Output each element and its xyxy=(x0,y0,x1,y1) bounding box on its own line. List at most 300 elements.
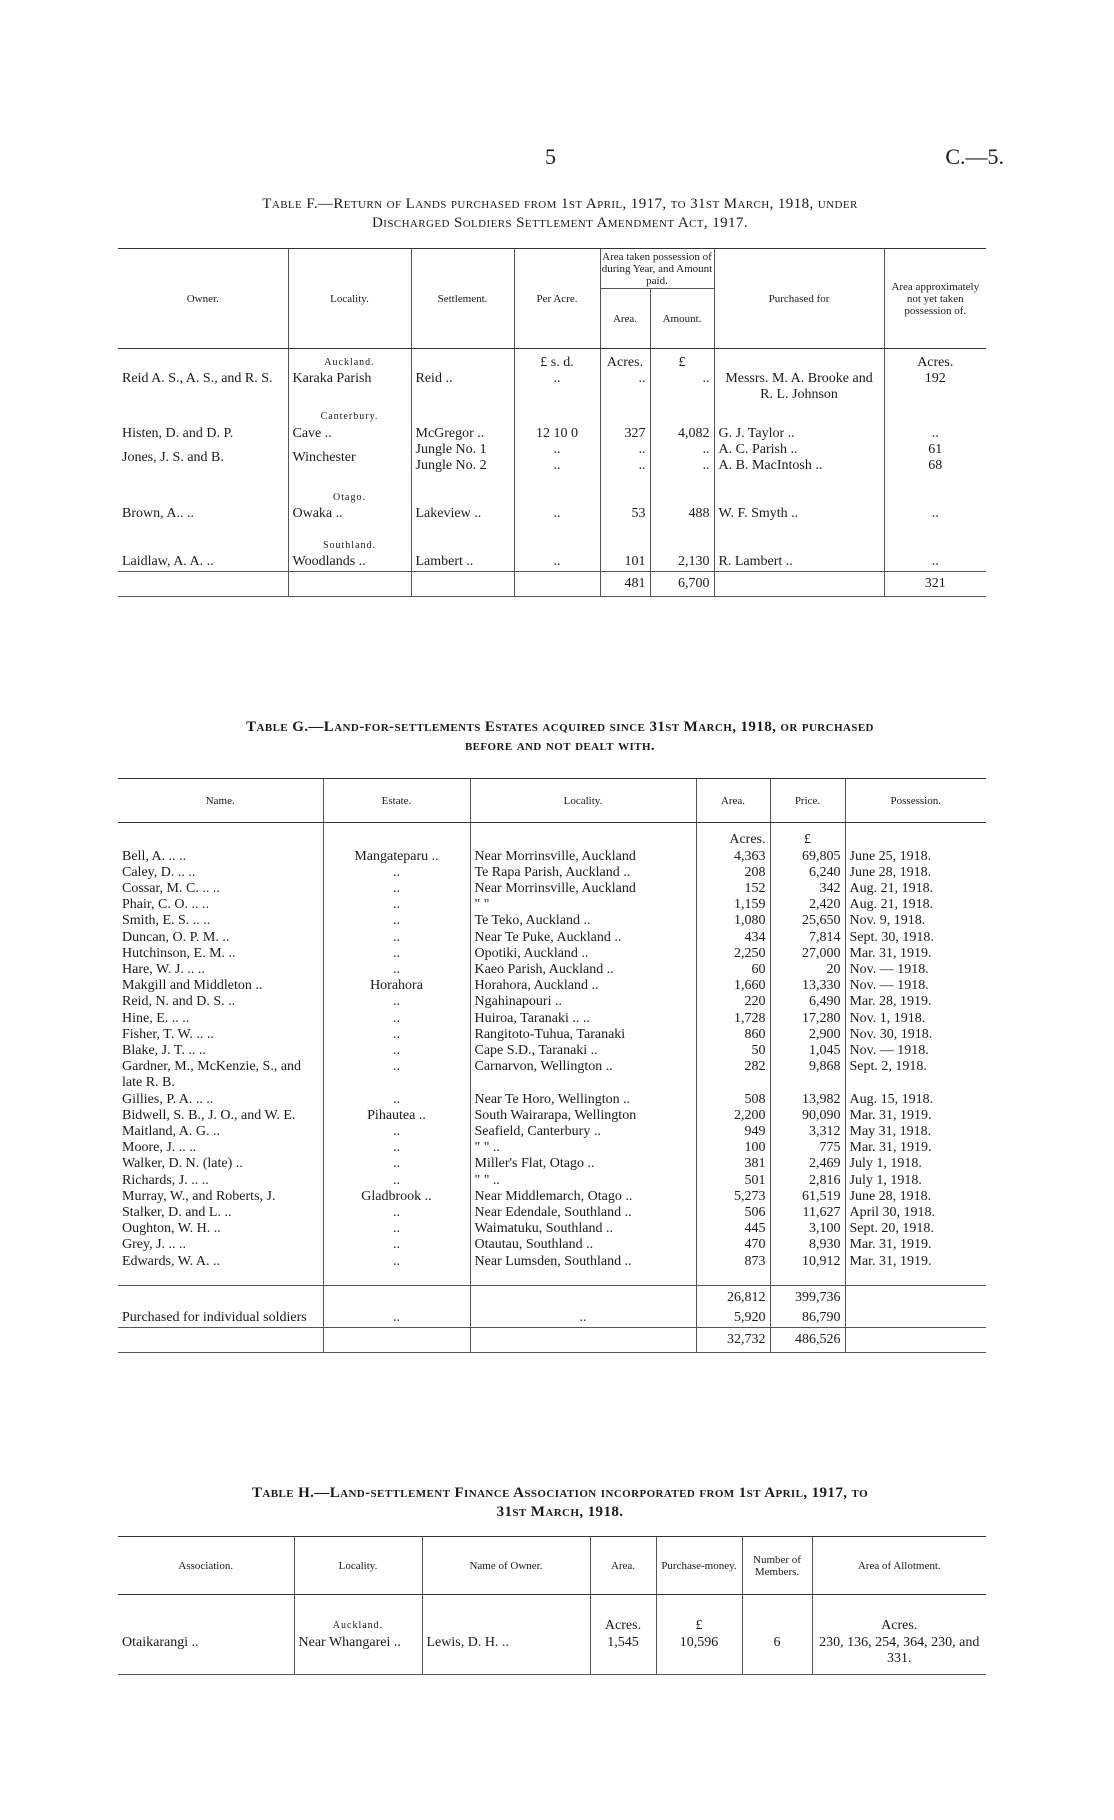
name-cell: Richards, J. .. .. xyxy=(122,1172,209,1188)
table-row xyxy=(118,1011,986,1027)
purchased-for-cell: R. Lambert .. xyxy=(714,554,884,571)
allotment-cell: 230, 136, 254, 364, 230, and 331. xyxy=(812,1635,986,1675)
subtotal-price: 399,736 xyxy=(770,1286,845,1311)
possession-cell: Nov. — 1918. xyxy=(845,1043,986,1059)
estate-cell: .. xyxy=(323,1221,470,1237)
per-acre-cell: 12 10 0 xyxy=(514,426,600,442)
table-row xyxy=(118,946,986,962)
locality-cell: South Wairarapa, Wellington xyxy=(470,1108,696,1124)
price-cell: 10,912 xyxy=(770,1254,845,1270)
price-cell: 3,312 xyxy=(770,1124,845,1140)
estate-cell: .. xyxy=(323,1011,470,1027)
possession-cell: Nov. 1, 1918. xyxy=(845,1011,986,1027)
locality-cell: Miller's Flat, Otago .. xyxy=(470,1156,696,1172)
table-row xyxy=(118,865,986,881)
table-row xyxy=(118,1254,986,1270)
area-cell: 1,159 xyxy=(696,897,770,913)
price-cell: 27,000 xyxy=(770,946,845,962)
locality-cell: Karaka Parish xyxy=(288,371,411,403)
per-acre-cell: .. xyxy=(514,371,600,403)
name-cell: Purchased for individual soldiers xyxy=(122,1310,307,1326)
possession-cell: Nov. — 1918. xyxy=(845,978,986,994)
name-cell: Smith, E. S. .. .. xyxy=(122,913,211,929)
col-locality: Locality. xyxy=(470,779,696,823)
purchased-for-cell: A. B. MacIntosh .. xyxy=(714,458,884,474)
estate-cell: .. xyxy=(323,1124,470,1140)
col-area-taken: Area taken possession of during Year, and Amount paid. xyxy=(601,250,713,287)
district-auckland: Auckland. xyxy=(288,349,411,372)
unit-price: £ xyxy=(770,823,845,849)
table-row xyxy=(118,1027,986,1043)
estate-cell: .. xyxy=(323,1027,470,1043)
name-cell: Moore, J. .. .. xyxy=(122,1140,197,1156)
locality-cell: Opotiki, Auckland .. xyxy=(470,946,696,962)
table-row xyxy=(118,897,986,913)
table-g xyxy=(118,778,986,1353)
name-cell: Gillies, P. A. .. .. xyxy=(122,1091,214,1107)
possession-cell: Mar. 31, 1919. xyxy=(845,1237,986,1253)
possession-cell: Aug. 21, 1918. xyxy=(845,881,986,897)
area-cell: 282 xyxy=(696,1059,770,1091)
locality-cell: Seafield, Canterbury .. xyxy=(470,1124,696,1140)
col-owner: Owner. xyxy=(118,249,288,349)
area-cell: 434 xyxy=(696,930,770,946)
area-cell: .. xyxy=(600,371,650,403)
col-settlement: Settlement. xyxy=(411,249,514,349)
estate-cell: .. xyxy=(323,1059,470,1091)
unit-area: Acres. xyxy=(590,1595,656,1635)
unit-amount: £ xyxy=(650,349,714,372)
locality-cell: Otautau, Southland .. xyxy=(470,1237,696,1253)
name-cell: Stalker, D. and L. .. xyxy=(122,1204,232,1220)
table-g-title xyxy=(110,718,1010,756)
estate-cell: .. xyxy=(323,962,470,978)
price-cell: 69,805 xyxy=(770,849,845,865)
table-f-title-line2: Discharged Soldiers Settlement Amendment Act, 1917. xyxy=(372,215,748,231)
table-row xyxy=(118,881,986,897)
price-cell: 8,930 xyxy=(770,1237,845,1253)
area-cell: .. xyxy=(600,442,650,458)
price-cell: 9,868 xyxy=(770,1059,845,1091)
area-cell: 53 xyxy=(600,506,650,522)
individual-soldiers-row xyxy=(118,1310,986,1327)
locality-cell: Winchester xyxy=(288,442,411,474)
area-cell: .. xyxy=(600,458,650,474)
table-row xyxy=(118,506,986,522)
possession-cell: Mar. 31, 1919. xyxy=(845,1140,986,1156)
area-cell: 1,728 xyxy=(696,1011,770,1027)
name-cell: Reid, N. and D. S. .. xyxy=(122,994,236,1010)
locality-cell: Ngahinapouri .. xyxy=(470,994,696,1010)
possession-cell: Sept. 30, 1918. xyxy=(845,930,986,946)
estate-cell: .. xyxy=(323,913,470,929)
table-f-title-line1: Table F.—Return of Lands purchased from 1st April, 1917, to 31st March, 1918, under xyxy=(262,196,858,212)
total-remaining: 321 xyxy=(884,571,986,596)
table-row xyxy=(118,1189,986,1205)
col-possession: Possession. xyxy=(845,779,986,823)
area-cell: 445 xyxy=(696,1221,770,1237)
estate-cell: .. xyxy=(323,865,470,881)
estate-cell: .. xyxy=(323,1310,470,1327)
table-row xyxy=(118,1156,986,1172)
name-cell: Maitland, A. G. .. xyxy=(122,1123,220,1139)
table-row xyxy=(118,913,986,929)
purchased-for-cell: A. C. Parish .. xyxy=(714,442,884,458)
settlement-cell: Lambert .. xyxy=(411,554,514,571)
table-g-title-line1: Table G.—Land-for-settlements Estates acquired since 31st March, 1918, or purchased xyxy=(246,719,874,735)
area-cell: 949 xyxy=(696,1124,770,1140)
per-acre-cell: .. xyxy=(514,506,600,522)
settlement-cell: Jungle No. 1 xyxy=(411,442,514,458)
locality-cell: Near Edendale, Southland .. xyxy=(470,1205,696,1221)
price-cell: 11,627 xyxy=(770,1205,845,1221)
table-row xyxy=(118,1140,986,1156)
locality-cell: Near Te Horo, Wellington .. xyxy=(470,1092,696,1108)
estate-cell: .. xyxy=(323,1237,470,1253)
table-row xyxy=(118,1635,986,1675)
table-row xyxy=(118,1108,986,1124)
table-f xyxy=(118,248,986,597)
col-area: Area. xyxy=(696,779,770,823)
area-cell: 470 xyxy=(696,1237,770,1253)
possession-cell: July 1, 1918. xyxy=(845,1156,986,1172)
name-cell: Grey, J. .. .. xyxy=(122,1237,187,1253)
table-row xyxy=(118,994,986,1010)
name-cell: Walker, D. N. (late) .. xyxy=(122,1156,243,1172)
locality-cell: Near Middlemarch, Otago .. xyxy=(470,1189,696,1205)
name-cell: Duncan, O. P. M. .. xyxy=(122,929,230,945)
locality-cell: .. xyxy=(470,1310,696,1327)
possession-cell: Sept. 20, 1918. xyxy=(845,1221,986,1237)
table-row xyxy=(118,849,986,865)
estate-cell: .. xyxy=(323,1156,470,1172)
possession-cell: Aug. 21, 1918. xyxy=(845,897,986,913)
table-row xyxy=(118,1059,986,1091)
amount-cell: .. xyxy=(650,371,714,403)
col-area: Area. xyxy=(590,1537,656,1595)
possession-cell: Mar. 31, 1919. xyxy=(845,1254,986,1270)
price-cell: 342 xyxy=(770,881,845,897)
table-h-title-line1: Table H.—Land-settlement Finance Association incorporated from 1st April, 1917, to xyxy=(251,1485,869,1501)
price-cell: 61,519 xyxy=(770,1189,845,1205)
col-price: Price. xyxy=(770,779,845,823)
unit-money: £ xyxy=(656,1595,742,1635)
subtotal-row xyxy=(118,1286,986,1311)
remaining-cell: 61 xyxy=(884,442,986,458)
owner-cell: Histen, D. and D. P. xyxy=(122,425,234,441)
table-row xyxy=(118,1205,986,1221)
locality-cell: Near Morrinsville, Auckland xyxy=(470,849,696,865)
remaining-cell: .. xyxy=(884,426,986,442)
district-otago: Otago. xyxy=(288,474,411,506)
col-purchase-money: Purchase-money. xyxy=(656,1537,742,1595)
per-acre-cell: .. xyxy=(514,442,600,458)
estate-cell: Horahora xyxy=(323,978,470,994)
amount-cell: 2,130 xyxy=(650,554,714,571)
table-h-title-line2: 31st March, 1918. xyxy=(496,1504,624,1520)
estate-cell: .. xyxy=(323,1092,470,1108)
table-row xyxy=(118,1237,986,1253)
price-cell: 2,900 xyxy=(770,1027,845,1043)
amount-cell: 4,082 xyxy=(650,426,714,442)
remaining-cell: 192 xyxy=(884,371,986,403)
locality-cell: Near Morrinsville, Auckland xyxy=(470,881,696,897)
purchased-for-cell: G. J. Taylor .. xyxy=(714,426,884,442)
amount-cell: .. xyxy=(650,458,714,474)
col-name: Name. xyxy=(118,779,323,823)
col-association: Association. xyxy=(118,1537,294,1595)
owner-cell: Reid A. S., A. S., and R. S. xyxy=(122,371,273,387)
name-cell: Hine, E. .. .. xyxy=(122,1010,190,1026)
name-cell: Murray, W., and Roberts, J. xyxy=(122,1188,276,1204)
total-amount: 6,700 xyxy=(650,571,714,596)
locality-cell: Cave .. xyxy=(288,426,411,442)
table-row xyxy=(118,978,986,994)
table-row xyxy=(118,426,986,442)
possession-cell: Nov. 9, 1918. xyxy=(845,913,986,929)
area-cell: 50 xyxy=(696,1043,770,1059)
area-cell: 5,273 xyxy=(696,1189,770,1205)
page-number: 5 xyxy=(545,144,556,169)
price-cell: 2,420 xyxy=(770,897,845,913)
area-cell: 208 xyxy=(696,865,770,881)
col-estate: Estate. xyxy=(323,779,470,823)
area-cell: 101 xyxy=(600,554,650,571)
purchase-money-cell: 10,596 xyxy=(656,1635,742,1675)
area-cell: 508 xyxy=(696,1092,770,1108)
area-cell: 220 xyxy=(696,994,770,1010)
name-cell: Makgill and Middleton .. xyxy=(122,978,263,994)
settlement-cell: McGregor .. xyxy=(411,426,514,442)
area-cell: 60 xyxy=(696,962,770,978)
district-auckland: Auckland. xyxy=(294,1595,422,1635)
area-cell: 1,080 xyxy=(696,913,770,929)
table-row xyxy=(118,1173,986,1189)
name-cell: Bell, A. .. .. xyxy=(122,848,187,864)
amount-cell: 488 xyxy=(650,506,714,522)
purchased-for-cell: Messrs. M. A. Brooke and R. L. Johnson xyxy=(714,371,884,403)
locality-cell: Near Whangarei .. xyxy=(294,1635,422,1675)
possession-cell: April 30, 1918. xyxy=(845,1205,986,1221)
possession-cell: June 28, 1918. xyxy=(845,865,986,881)
name-cell: Bidwell, S. B., J. O., and W. E. xyxy=(122,1107,296,1123)
price-cell: 13,982 xyxy=(770,1092,845,1108)
table-f-title xyxy=(110,195,1010,233)
table-h-title xyxy=(110,1484,1010,1522)
col-locality: Locality. xyxy=(288,249,411,349)
col-area: Area. xyxy=(600,289,650,349)
totals-row xyxy=(118,571,986,596)
table-row xyxy=(118,962,986,978)
price-cell: 25,650 xyxy=(770,913,845,929)
unit-remaining: Acres. xyxy=(884,349,986,372)
remaining-cell: 68 xyxy=(884,458,986,474)
total-row xyxy=(118,1327,986,1352)
area-cell: 327 xyxy=(600,426,650,442)
col-owner: Name of Owner. xyxy=(422,1537,590,1595)
estate-cell: Gladbrook .. xyxy=(323,1189,470,1205)
col-locality: Locality. xyxy=(294,1537,422,1595)
estate-cell: .. xyxy=(323,1140,470,1156)
price-cell: 90,090 xyxy=(770,1108,845,1124)
estate-cell: .. xyxy=(323,946,470,962)
estate-cell: .. xyxy=(323,881,470,897)
locality-cell: " " xyxy=(470,897,696,913)
estate-cell: .. xyxy=(323,897,470,913)
table-row xyxy=(118,1043,986,1059)
area-cell: 2,250 xyxy=(696,946,770,962)
district-canterbury: Canterbury. xyxy=(288,404,411,426)
locality-cell: Kaeo Parish, Auckland .. xyxy=(470,962,696,978)
name-cell: Cossar, M. C. .. .. xyxy=(122,880,220,896)
table-g-title-line2: before and not dealt with. xyxy=(464,738,656,754)
estate-cell: .. xyxy=(323,930,470,946)
possession-cell: May 31, 1918. xyxy=(845,1124,986,1140)
district-southland: Southland. xyxy=(288,522,411,554)
name-cell: Phair, C. O. .. .. xyxy=(122,897,209,913)
owner-cell: Laidlaw, A. A. .. xyxy=(122,554,214,570)
table-row xyxy=(118,1124,986,1140)
locality-cell: Te Rapa Parish, Auckland .. xyxy=(470,865,696,881)
locality-cell: Horahora, Auckland .. xyxy=(470,978,696,994)
locality-cell: Woodlands .. xyxy=(288,554,411,571)
table-h xyxy=(118,1536,986,1675)
owner-cell: Lewis, D. H. .. xyxy=(422,1635,590,1675)
locality-cell: Cape S.D., Taranaki .. xyxy=(470,1043,696,1059)
col-area-not-taken: Area approximately not yet taken possession of. xyxy=(884,249,986,349)
price-cell: 86,790 xyxy=(770,1310,845,1327)
col-members: Number of Members. xyxy=(742,1537,812,1595)
estate-cell: .. xyxy=(323,1173,470,1189)
locality-cell: " " .. xyxy=(470,1140,696,1156)
estate-cell: .. xyxy=(323,1043,470,1059)
price-cell: 2,469 xyxy=(770,1156,845,1172)
possession-cell: Aug. 15, 1918. xyxy=(845,1092,986,1108)
area-cell: 2,200 xyxy=(696,1108,770,1124)
area-cell: 100 xyxy=(696,1140,770,1156)
area-cell: 4,363 xyxy=(696,849,770,865)
price-cell: 3,100 xyxy=(770,1221,845,1237)
possession-cell: July 1, 1918. xyxy=(845,1173,986,1189)
owner-cell: Jones, J. S. and B. xyxy=(122,449,224,465)
area-cell: 501 xyxy=(696,1173,770,1189)
price-cell: 6,240 xyxy=(770,865,845,881)
purchased-for-cell: W. F. Smyth .. xyxy=(714,506,884,522)
estate-cell: Pihautea .. xyxy=(323,1108,470,1124)
name-cell: Oughton, W. H. .. xyxy=(122,1221,221,1237)
estate-cell: .. xyxy=(323,994,470,1010)
price-cell: 7,814 xyxy=(770,930,845,946)
possession-cell: June 25, 1918. xyxy=(845,849,986,865)
area-cell: 860 xyxy=(696,1027,770,1043)
name-cell: Blake, J. T. .. .. xyxy=(122,1042,206,1058)
settlement-cell: Reid .. xyxy=(411,371,514,403)
price-cell: 775 xyxy=(770,1140,845,1156)
col-allotment: Area of Allotment. xyxy=(812,1537,986,1595)
unit-allotment: Acres. xyxy=(812,1595,986,1635)
price-cell: 20 xyxy=(770,962,845,978)
price-cell: 6,490 xyxy=(770,994,845,1010)
remaining-cell: .. xyxy=(884,554,986,571)
area-cell: 5,920 xyxy=(696,1310,770,1327)
price-cell: 2,816 xyxy=(770,1173,845,1189)
table-row xyxy=(118,371,986,403)
locality-cell: Waimatuku, Southland .. xyxy=(470,1221,696,1237)
subtotal-area: 26,812 xyxy=(696,1286,770,1311)
remaining-cell: .. xyxy=(884,506,986,522)
unit-area: Acres. xyxy=(696,823,770,849)
owner-cell: Brown, A.. .. xyxy=(122,506,194,522)
name-cell: Gardner, M., McKenzie, S., and late R. B. xyxy=(122,1059,302,1091)
col-purchased-for: Purchased for xyxy=(714,249,884,349)
price-cell: 17,280 xyxy=(770,1011,845,1027)
total-area: 481 xyxy=(600,571,650,596)
members-cell: 6 xyxy=(742,1635,812,1675)
total-area: 32,732 xyxy=(696,1327,770,1352)
table-row xyxy=(118,442,986,458)
area-cell: 152 xyxy=(696,881,770,897)
name-cell: Hutchinson, E. M. .. xyxy=(122,945,236,961)
total-price: 486,526 xyxy=(770,1327,845,1352)
association-cell: Otaikarangi .. xyxy=(118,1635,294,1675)
locality-cell: Huiroa, Taranaki .. .. xyxy=(470,1011,696,1027)
estate-cell: Mangateparu .. xyxy=(323,849,470,865)
table-row xyxy=(118,1092,986,1108)
table-row xyxy=(118,554,986,571)
possession-cell: Sept. 2, 1918. xyxy=(845,1059,986,1091)
unit-area: Acres. xyxy=(600,349,650,372)
estate-cell: .. xyxy=(323,1205,470,1221)
table-row xyxy=(118,1221,986,1237)
col-amount: Amount. xyxy=(650,289,714,349)
page-reference: C.—5. xyxy=(945,144,1004,169)
locality-cell: Carnarvon, Wellington .. xyxy=(470,1059,696,1091)
possession-cell: Mar. 28, 1919. xyxy=(845,994,986,1010)
settlement-cell: Jungle No. 2 xyxy=(411,458,514,474)
unit-per-acre: £ s. d. xyxy=(514,349,600,372)
locality-cell: Te Teko, Auckland .. xyxy=(470,913,696,929)
name-cell: Caley, D. .. .. xyxy=(122,864,196,880)
estate-cell: .. xyxy=(323,1254,470,1270)
possession-cell: Nov. 30, 1918. xyxy=(845,1027,986,1043)
locality-cell: Rangitoto-Tuhua, Taranaki xyxy=(470,1027,696,1043)
amount-cell: .. xyxy=(650,442,714,458)
area-cell: 381 xyxy=(696,1156,770,1172)
per-acre-cell: .. xyxy=(514,554,600,571)
settlement-cell: Lakeview .. xyxy=(411,506,514,522)
possession-cell: Nov. — 1918. xyxy=(845,962,986,978)
possession-cell: June 28, 1918. xyxy=(845,1189,986,1205)
possession-cell: Mar. 31, 1919. xyxy=(845,1108,986,1124)
locality-cell: Near Lumsden, Southland .. xyxy=(470,1254,696,1270)
name-cell: Hare, W. J. .. .. xyxy=(122,961,205,977)
area-cell: 1,545 xyxy=(590,1635,656,1675)
table-row xyxy=(118,930,986,946)
area-cell: 873 xyxy=(696,1254,770,1270)
price-cell: 1,045 xyxy=(770,1043,845,1059)
name-cell: Edwards, W. A. .. xyxy=(122,1253,220,1269)
locality-cell: Owaka .. xyxy=(288,506,411,522)
locality-cell: Near Te Puke, Auckland .. xyxy=(470,930,696,946)
col-per-acre: Per Acre. xyxy=(514,249,600,349)
area-cell: 1,660 xyxy=(696,978,770,994)
name-cell: Fisher, T. W. .. .. xyxy=(122,1026,214,1042)
area-cell: 506 xyxy=(696,1205,770,1221)
locality-cell: " " .. xyxy=(470,1173,696,1189)
per-acre-cell: .. xyxy=(514,458,600,474)
possession-cell: Mar. 31, 1919. xyxy=(845,946,986,962)
price-cell: 13,330 xyxy=(770,978,845,994)
